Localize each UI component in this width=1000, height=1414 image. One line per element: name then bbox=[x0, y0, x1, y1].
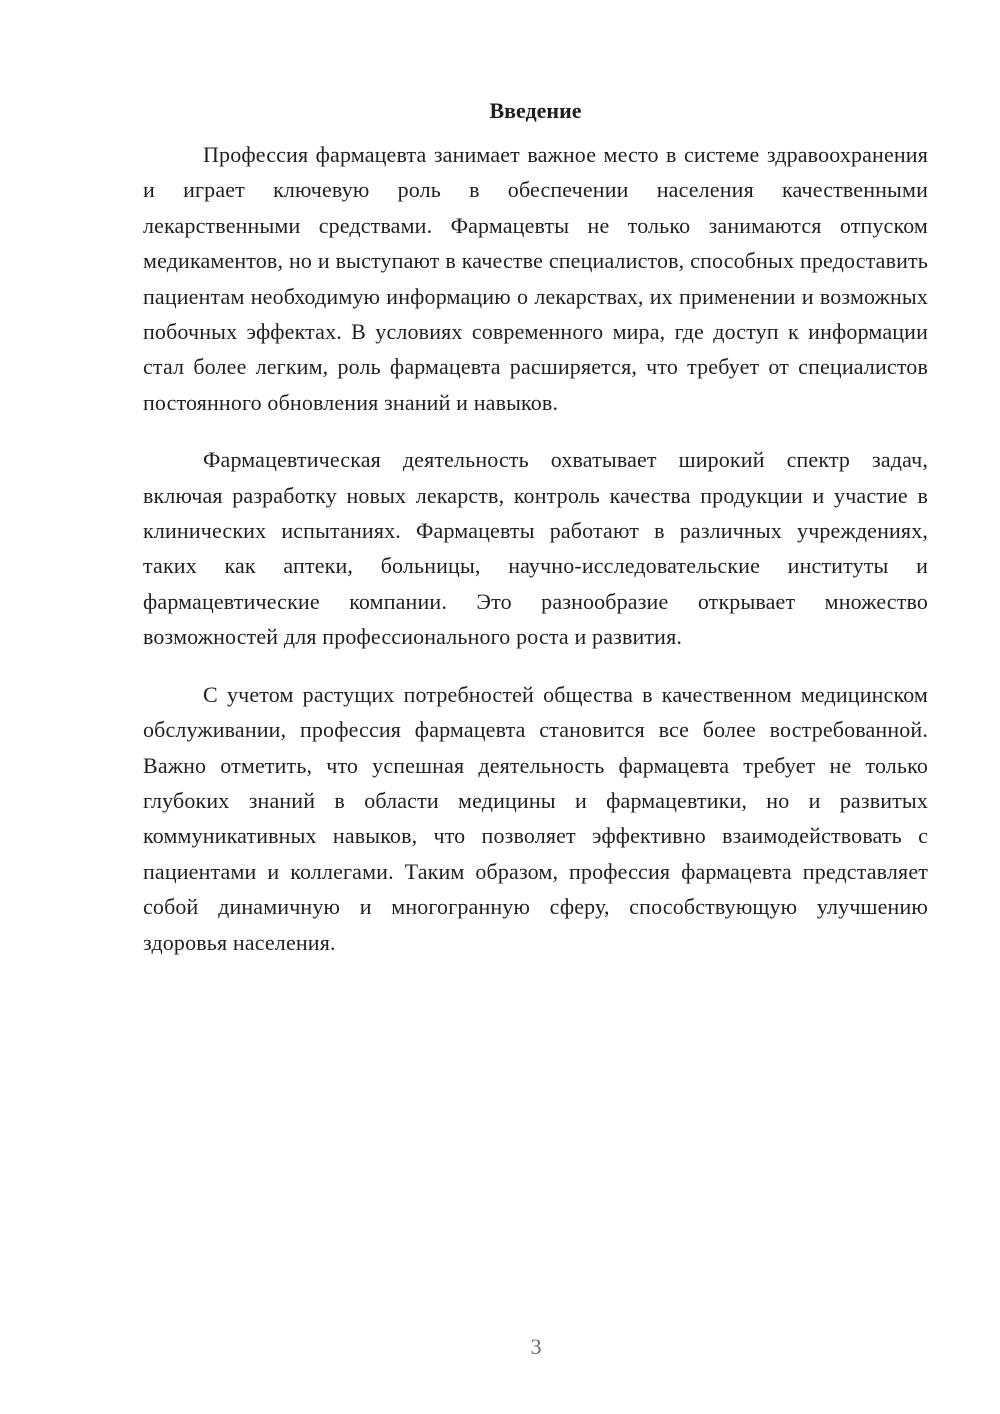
paragraph-3: С учетом растущих потребностей общества в качественном медицинском обслуживании, профессия фармацевта становится все более востребованной. Важно отметить, что успешная деятельность фармацевта требует не только глубоких знаний в области медицины и фармацевтики, но и развитых коммуникативных навыков, что позволяет эффективно взаимодействовать с пациентами и коллегами. Таким образом, профессия фармацевта представляет собой динамичную и многогранную сферу, способствующую улучшению здоровья населения. bbox=[143, 681, 928, 955]
page-content bbox=[143, 96, 928, 982]
paragraph-2: Фармацевтическая деятельность охватывает широкий спектр задач, включая разработку новых лекарств, контроль качества продукции и участие в клинических испытаниях. Фармацевты работают в различных учреждениях, таких как аптеки, больницы, научно-исследовательские институты и фармацевтические компании. Это разнообразие открывает множество возможностей для профессионального роста и развития. bbox=[143, 447, 928, 650]
page-number: 3 bbox=[530, 1334, 542, 1359]
paragraph-1: Профессия фармацевта занимает важное место в системе здравоохранения и играет ключевую роль в обеспечении населения качественными лекарственными средствами. Фармацевты не только занимаются отпуском медикаментов, но и выступают в качестве специалистов, способных предоставить пациентам необходимую информацию о лекарствах, их применении и возможных побочных эффектах. В условиях современного мира, где доступ к информации стал более легким, роль фармацевта расширяется, что требует от специалистов постоянного обновления знаний и навыков. bbox=[143, 142, 928, 415]
section-heading: Введение bbox=[489, 98, 582, 123]
